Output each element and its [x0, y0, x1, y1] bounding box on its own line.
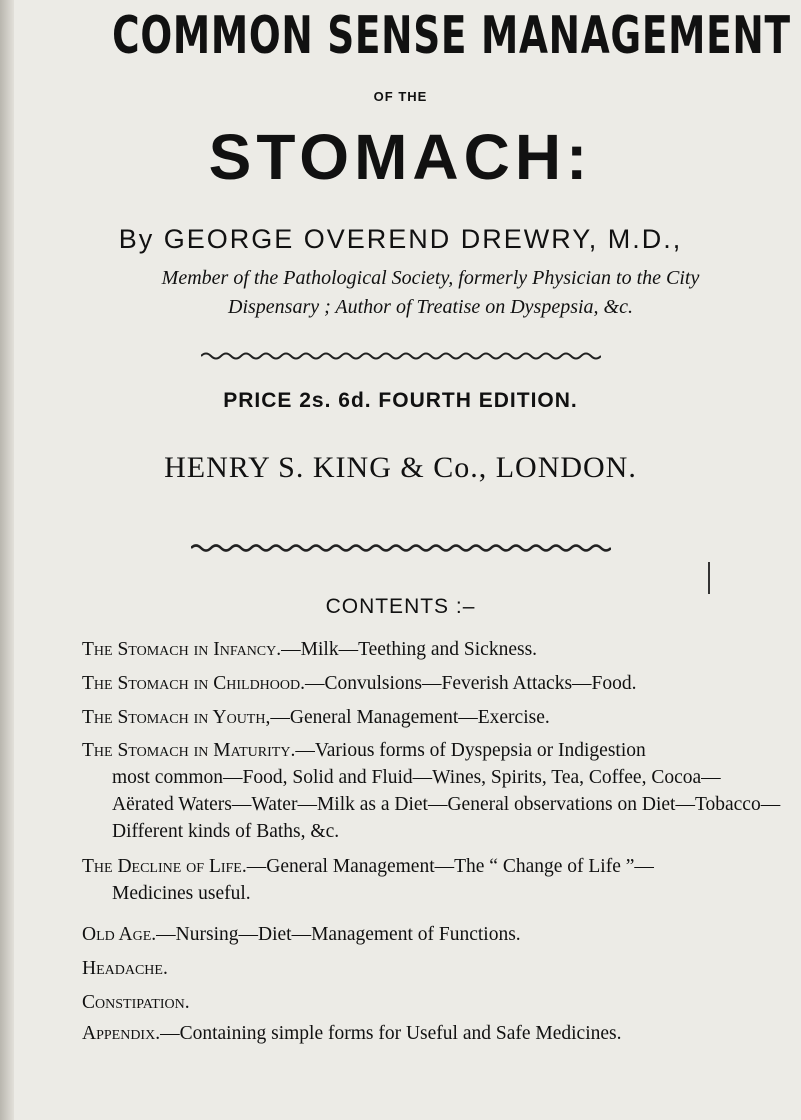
entry-continuation: Medicines useful. — [112, 883, 251, 904]
entry-text: —General Management—The “ Change of Life ”— — [246, 856, 654, 877]
contents-entry-old-age — [82, 921, 782, 948]
entry-heading: Constipation. — [82, 992, 190, 1013]
credentials-line-1: Member of the Pathological Society, formerly Physician to the City — [161, 267, 700, 289]
entry-heading: The Stomach in Infancy. — [82, 639, 282, 660]
entry-heading: Old Age. — [82, 924, 157, 945]
entry-text: —General Management—Exercise. — [270, 707, 550, 728]
author-credentials — [80, 264, 781, 322]
contents-entry-infancy — [82, 636, 782, 663]
book-title: COMMON SENSE MANAGEMENT — [112, 6, 791, 66]
entry-heading: The Stomach in Youth, — [82, 707, 271, 728]
ink-mark — [708, 562, 710, 594]
entry-heading: The Decline of Life. — [82, 856, 247, 877]
entry-text: —Various forms of Dyspepsia or Indigestion — [295, 740, 646, 761]
contents-entry-constipation — [82, 989, 782, 1016]
entry-text: —Nursing—Diet—Management of Functions. — [156, 924, 521, 945]
contents-heading: CONTENTS :– — [325, 595, 476, 618]
entry-continuation: most common—Food, Solid and Fluid—Wines, Spirits, Tea, Coffee, Cocoa—Aërated Waters—Water—Milk as a Diet—General observations on Diet—Tobacco—Different kinds of Baths, &c. — [112, 767, 781, 842]
entry-text: —Containing simple forms for Useful and Safe Medicines. — [160, 1023, 622, 1044]
contents-entry-appendix — [82, 1020, 782, 1047]
entry-heading: Appendix. — [82, 1023, 161, 1044]
entry-text: —Milk—Teething and Sickness. — [281, 639, 538, 660]
of-the-line: OF THE — [373, 89, 428, 104]
entry-heading: Headache. — [82, 958, 168, 979]
contents-entry-decline-of-life — [82, 853, 782, 907]
subject-title: STOMACH: — [208, 121, 593, 193]
entry-heading: The Stomach in Maturity. — [82, 740, 296, 761]
contents-entry-headache — [82, 955, 782, 982]
contents-entry-maturity — [82, 737, 782, 845]
price-edition: PRICE 2s. 6d. FOURTH EDITION. — [223, 389, 578, 412]
publisher-line: HENRY S. KING & Co., LONDON. — [164, 451, 637, 484]
wavy-rule-top — [0, 348, 801, 366]
entry-text: —Convulsions—Feverish Attacks—Food. — [305, 673, 637, 694]
wavy-rule-bottom — [0, 540, 801, 558]
credentials-line-2: Dispensary ; Author of Treatise on Dyspepsia, &c. — [228, 296, 633, 318]
author-line: By GEORGE OVEREND DREWRY, M.D., — [118, 224, 683, 254]
entry-heading: The Stomach in Childhood. — [82, 673, 305, 694]
contents-entry-childhood — [82, 670, 782, 697]
contents-entry-youth — [82, 704, 782, 731]
